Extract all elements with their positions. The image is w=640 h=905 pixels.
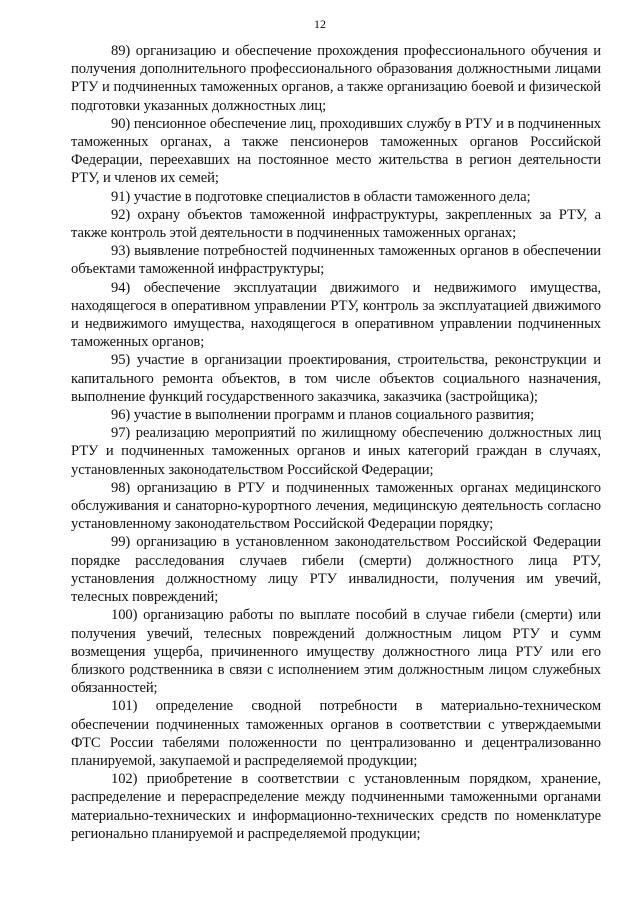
paragraph-98: 98) организацию в РТУ и подчиненных таможенных органах медицинского обслуживания и санаторно-курортного лечения, медицинскую деятельность согласно установленному законодательством Российской Федерации порядку;: [71, 479, 601, 533]
paragraph-96: 96) участие в выполнении программ и планов социального развития;: [111, 407, 535, 424]
page-number: 12: [314, 17, 326, 31]
paragraph-99: 99) организацию в установленном законодательством Российской Федерации порядке расследования случаев гибели (смерти) должностного лица РТУ, установления должностному лицу РТУ инвалидности, получения им увечий, телесных повреждений;: [71, 534, 601, 606]
paragraph-102: 102) приобретение в соответствии с установленным порядком, хранение, распределение и перераспределение между подчиненными таможенными органами материально-технических и информационно-технических средств по номенклатуре регионально планируемой и распределяемой продукции;: [71, 771, 601, 842]
paragraph-92: 92) охрану объектов таможенной инфраструктуры, закрепленных за РТУ, а также контроль этой деятельности в подчиненных таможенных органах;: [71, 206, 601, 242]
paragraph-91: 91) участие в подготовке специалистов в области таможенного дела;: [111, 188, 531, 205]
document-body: [71, 42, 601, 843]
paragraph-101: 101) определение сводной потребности в материально-техническом обеспечении подчиненных таможенных органов в соответствии с утверждаемыми ФТС России табелями положенности по централизованно и децентрализованно планируемой, закупаемой и распределяемой продукции;: [71, 698, 601, 769]
paragraph-97: 97) реализацию мероприятий по жилищному обеспечению должностных лиц РТУ и подчиненных таможенных органов и иных категорий граждан в случаях, установленных законодательством Российской Федерации;: [71, 425, 601, 478]
paragraph-100: 100) организацию работы по выплате пособий в случае гибели (смерти) или получения увечий, телесных повреждений должностным лицом РТУ и сумм возмещения ущерба, причиненного имуществу должностного лица РТУ или его близкого родственника в связи с исполнением этим должностным лицом служебных обязанностей;: [71, 607, 601, 697]
paragraph-95: 95) участие в организации проектирования, строительства, реконструкции и капитального ремонта объектов, в том числе объектов социального назначения, выполнение функций государственного заказчика, заказчика (застройщика);: [71, 352, 601, 405]
paragraph-90: 90) пенсионное обеспечение лиц, проходивших службу в РТУ и в подчиненных таможенных органах, а также пенсионеров таможенных органов Российской Федерации, переехавших на постоянное место жительства в регион деятельности РТУ, и членов их семей;: [71, 115, 601, 187]
paragraph-89: 89) организацию и обеспечение прохождения профессионального обучения и получения дополнительного профессионального образования должностными лицами РТУ и подчиненных таможенных органов, а также организацию боевой и физической подготовки указанных должностных лиц;: [71, 43, 601, 114]
paragraph-94: 94) обеспечение эксплуатации движимого и недвижимого имущества, находящегося в оперативном управлении РТУ, контроль за эксплуатацией движимого и недвижимого имущества, находящегося в оперативном управлении подчиненных таможенных органов;: [71, 279, 601, 351]
paragraph-93: 93) выявление потребностей подчиненных таможенных органов в обеспечении объектами таможенной инфраструктуры;: [71, 243, 601, 278]
